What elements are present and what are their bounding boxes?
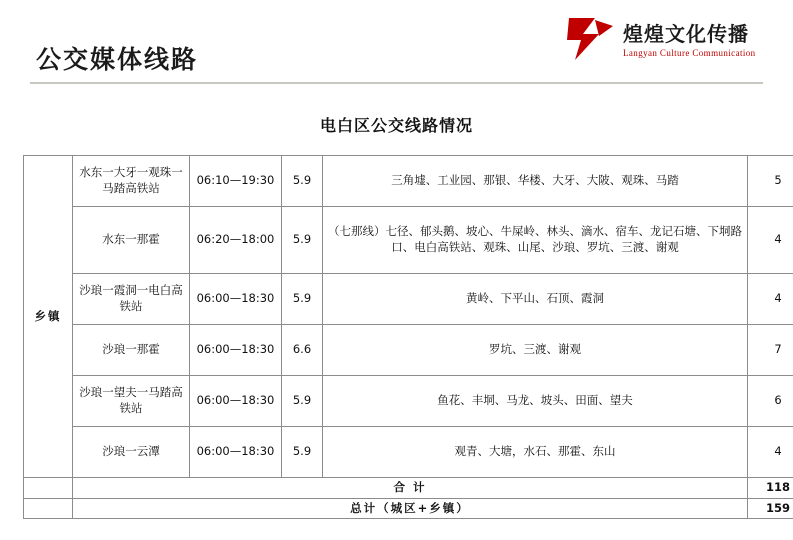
logo-company-name-en: Langyan Culture Communication bbox=[623, 48, 756, 58]
route-name: 沙琅一那霍 bbox=[73, 325, 190, 376]
route-stops: 鱼花、丰垌、马龙、坡头、田面、望夫 bbox=[323, 376, 748, 427]
route-stops: 黄岭、下平山、石顶、霞洞 bbox=[323, 274, 748, 325]
route-time: 06:20—18:00 bbox=[190, 207, 282, 274]
route-time: 06:00—18:30 bbox=[190, 325, 282, 376]
route-name: 沙琅一云潭 bbox=[73, 427, 190, 478]
route-price: 5.9 bbox=[282, 427, 323, 478]
route-count: 4 bbox=[748, 207, 793, 274]
route-name: 沙琅一霞洞一电白高铁站 bbox=[73, 274, 190, 325]
summary-row bbox=[24, 478, 793, 499]
route-name: 水东一大牙一观珠一马踏高铁站 bbox=[73, 156, 190, 207]
bus-route-table bbox=[23, 155, 793, 519]
route-count: 7 bbox=[748, 325, 793, 376]
route-count: 4 bbox=[748, 427, 793, 478]
bus-route-table-wrapper bbox=[23, 155, 790, 519]
route-count: 5 bbox=[748, 156, 793, 207]
route-time: 06:10—19:30 bbox=[190, 156, 282, 207]
route-price: 5.9 bbox=[282, 376, 323, 427]
table-caption: 电白区公交线路情况 bbox=[319, 116, 473, 135]
company-logo bbox=[565, 14, 765, 72]
route-name: 水东一那霍 bbox=[73, 207, 190, 274]
route-time: 06:00—18:30 bbox=[190, 376, 282, 427]
route-price: 5.9 bbox=[282, 207, 323, 274]
route-stops: （七那线）七径、郁头鹅、坡心、牛屎岭、林头、滴水、宿车、龙记石塘、下垌路口、电白高铁站、观珠、山尾、沙琅、罗坑、三渡、谢观 bbox=[323, 207, 748, 274]
route-stops: 三角墟、工业园、那银、华楼、大牙、大陂、观珠、马踏 bbox=[323, 156, 748, 207]
route-name: 沙琅一望夫一马踏高铁站 bbox=[73, 376, 190, 427]
route-count: 4 bbox=[748, 274, 793, 325]
table-row bbox=[24, 156, 793, 207]
summary-value: 159 bbox=[748, 498, 793, 519]
route-price: 6.6 bbox=[282, 325, 323, 376]
route-stops: 观青、大塘，水石、那霍、东山 bbox=[323, 427, 748, 478]
page-title: 公交媒体线路 bbox=[36, 45, 199, 74]
summary-value: 118 bbox=[748, 478, 793, 499]
region-cell: 乡镇 bbox=[24, 156, 73, 478]
table-row bbox=[24, 427, 793, 478]
logo-mark-icon bbox=[565, 16, 617, 62]
route-stops: 罗坑、三渡、谢观 bbox=[323, 325, 748, 376]
summary-label: 总计（城区+乡镇） bbox=[73, 498, 748, 519]
route-count: 6 bbox=[748, 376, 793, 427]
table-row bbox=[24, 274, 793, 325]
spacer-cell bbox=[24, 498, 73, 519]
summary-label: 合 计 bbox=[73, 478, 748, 499]
logo-company-name-cn: 煌煌文化传播 bbox=[623, 22, 749, 46]
table-row bbox=[24, 207, 793, 274]
route-price: 5.9 bbox=[282, 274, 323, 325]
route-price: 5.9 bbox=[282, 156, 323, 207]
title-divider bbox=[30, 82, 763, 84]
table-row bbox=[24, 376, 793, 427]
spacer-cell bbox=[24, 478, 73, 499]
summary-row bbox=[24, 498, 793, 519]
table-row bbox=[24, 325, 793, 376]
route-time: 06:00—18:30 bbox=[190, 427, 282, 478]
route-time: 06:00—18:30 bbox=[190, 274, 282, 325]
